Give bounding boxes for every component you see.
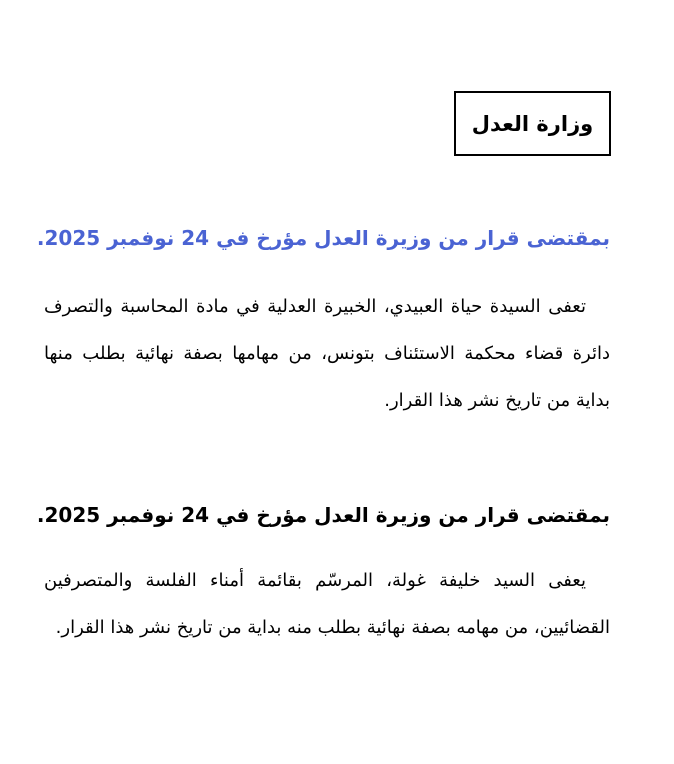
decision-2-body [44,557,610,651]
decision-1-title: بمقتضى قرار من وزيرة العدل مؤرخ في 24 نوفمبر 2025. [36,226,610,250]
ministry-title: وزارة العدل [471,111,594,136]
decision-2-title: بمقتضى قرار من وزيرة العدل مؤرخ في 24 نوفمبر 2025. [36,503,610,527]
decision-1-text: تعفى السيدة حياة العبيدي، الخبيرة العدلية في مادة المحاسبة والتصرف دائرة قضاء محكمة الاستئناف بتونس، من مهامها بصفة نهائية بطلب منها بداية من تاريخ نشر هذا القرار. [44,296,610,411]
ministry-title-box [454,91,611,156]
decision-1-body [44,283,610,424]
decision-2-text: يعفى السيد خليفة غولة، المرسّم بقائمة أمناء الفلسة والمتصرفين القضائيين، من مهامه بصفة نهائية بطلب منه بداية من تاريخ نشر هذا القرار. [44,570,610,638]
